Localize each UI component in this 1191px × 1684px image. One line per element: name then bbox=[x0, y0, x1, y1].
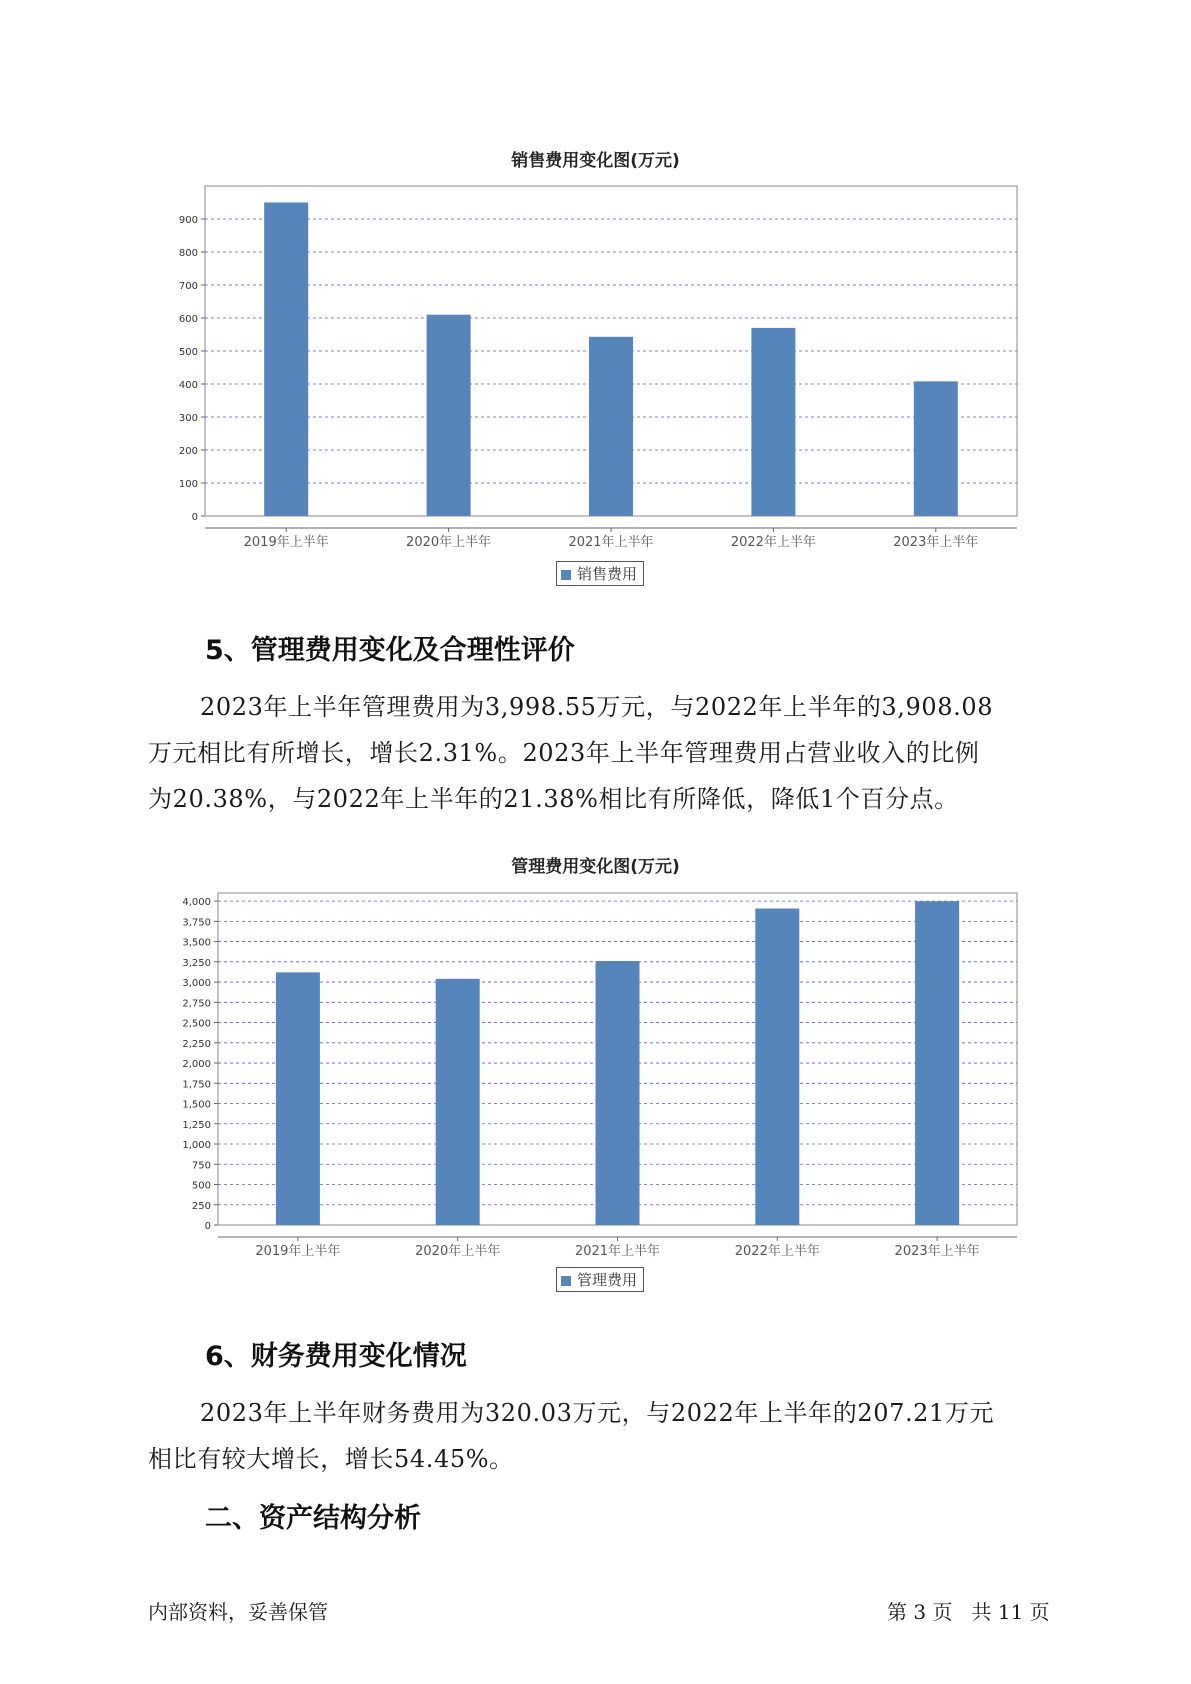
chart-legend bbox=[556, 561, 644, 586]
paragraph-line: 2023年上半年财务费用为320.03万元，与2022年上半年的207.21万元 bbox=[200, 1399, 995, 1427]
y-tick-label: 2,500 bbox=[182, 1018, 211, 1030]
paragraph bbox=[148, 1390, 1048, 1482]
chart-legend bbox=[556, 1267, 644, 1292]
y-tick-label: 200 bbox=[178, 446, 198, 457]
y-tick-label: 500 bbox=[191, 1180, 211, 1192]
y-tick-label: 2,750 bbox=[182, 998, 211, 1010]
y-tick-label: 600 bbox=[178, 314, 198, 325]
y-tick-label: 700 bbox=[178, 281, 198, 292]
bar bbox=[264, 203, 308, 517]
paragraph-line: 万元相比有所增长，增长2.31%。2023年上半年管理费用占营业收入的比例 bbox=[148, 739, 980, 767]
sales-expense-chart bbox=[0, 180, 1191, 600]
chart-title: 管理费用变化图(万元) bbox=[511, 857, 680, 877]
footer-page-number: 第 3 页 共 11 页 bbox=[887, 1600, 1050, 1624]
admin-expense-chart bbox=[0, 885, 1191, 1265]
bar bbox=[276, 972, 320, 1225]
y-tick-label: 1,000 bbox=[182, 1140, 211, 1152]
x-tick-label: 2021年上半年 bbox=[574, 1244, 661, 1259]
bar bbox=[915, 901, 959, 1225]
legend-swatch bbox=[561, 570, 571, 580]
x-tick-label: 2021年上半年 bbox=[568, 535, 654, 550]
y-tick-label: 900 bbox=[178, 215, 198, 226]
y-tick-label: 100 bbox=[178, 479, 198, 490]
section-heading: 二、资产结构分析 bbox=[205, 1503, 421, 1534]
bar bbox=[427, 315, 471, 516]
y-tick-label: 1,250 bbox=[182, 1119, 211, 1131]
x-tick-label: 2022年上半年 bbox=[730, 535, 816, 550]
y-tick-label: 800 bbox=[178, 248, 198, 259]
bar bbox=[914, 381, 958, 516]
x-tick-label: 2020年上半年 bbox=[406, 535, 492, 550]
legend-swatch bbox=[561, 1276, 571, 1286]
legend-label: 管理费用 bbox=[577, 1271, 638, 1289]
x-tick-label: 2019年上半年 bbox=[255, 1244, 341, 1259]
y-tick-label: 500 bbox=[178, 347, 198, 358]
chart-title: 销售费用变化图(万元) bbox=[511, 151, 680, 171]
y-tick-label: 250 bbox=[191, 1200, 211, 1212]
legend-label: 销售费用 bbox=[577, 565, 638, 583]
y-tick-label: 3,250 bbox=[182, 957, 211, 969]
y-tick-label: 2,250 bbox=[182, 1038, 211, 1050]
bar bbox=[751, 328, 795, 516]
section-heading: 6、财务费用变化情况 bbox=[205, 1341, 467, 1372]
paragraph bbox=[148, 684, 1048, 822]
y-tick-label: 3,500 bbox=[182, 937, 211, 949]
y-tick-label: 1,500 bbox=[182, 1099, 211, 1111]
y-tick-label: 300 bbox=[178, 413, 198, 424]
x-tick-label: 2019年上半年 bbox=[243, 535, 329, 550]
x-tick-label: 2023年上半年 bbox=[894, 1244, 980, 1259]
section-heading: 5、管理费用变化及合理性评价 bbox=[205, 635, 575, 666]
y-tick-label: 0 bbox=[204, 1221, 211, 1232]
y-tick-label: 750 bbox=[191, 1160, 211, 1172]
y-tick-label: 400 bbox=[178, 380, 198, 391]
y-tick-label: 3,750 bbox=[182, 917, 211, 929]
bar bbox=[596, 961, 640, 1225]
bar bbox=[755, 909, 799, 1225]
paragraph-line: 为20.38%，与2022年上半年的21.38%相比有所降低，降低1个百分点。 bbox=[148, 785, 959, 813]
bar bbox=[436, 979, 480, 1225]
y-tick-label: 1,750 bbox=[182, 1079, 211, 1091]
paragraph-line: 2023年上半年管理费用为3,998.55万元，与2022年上半年的3,908.08 bbox=[200, 693, 994, 721]
footer-confidential: 内部资料，妥善保管 bbox=[148, 1600, 328, 1624]
y-tick-label: 3,000 bbox=[182, 978, 211, 990]
y-tick-label: 4,000 bbox=[182, 897, 211, 909]
x-tick-label: 2023年上半年 bbox=[893, 535, 979, 550]
x-tick-label: 2022年上半年 bbox=[734, 1244, 820, 1259]
bar bbox=[589, 337, 633, 516]
y-tick-label: 0 bbox=[191, 512, 198, 523]
paragraph-line: 相比有较大增长，增长54.45%。 bbox=[148, 1445, 514, 1473]
y-tick-label: 2,000 bbox=[182, 1059, 211, 1071]
x-tick-label: 2020年上半年 bbox=[415, 1244, 501, 1259]
